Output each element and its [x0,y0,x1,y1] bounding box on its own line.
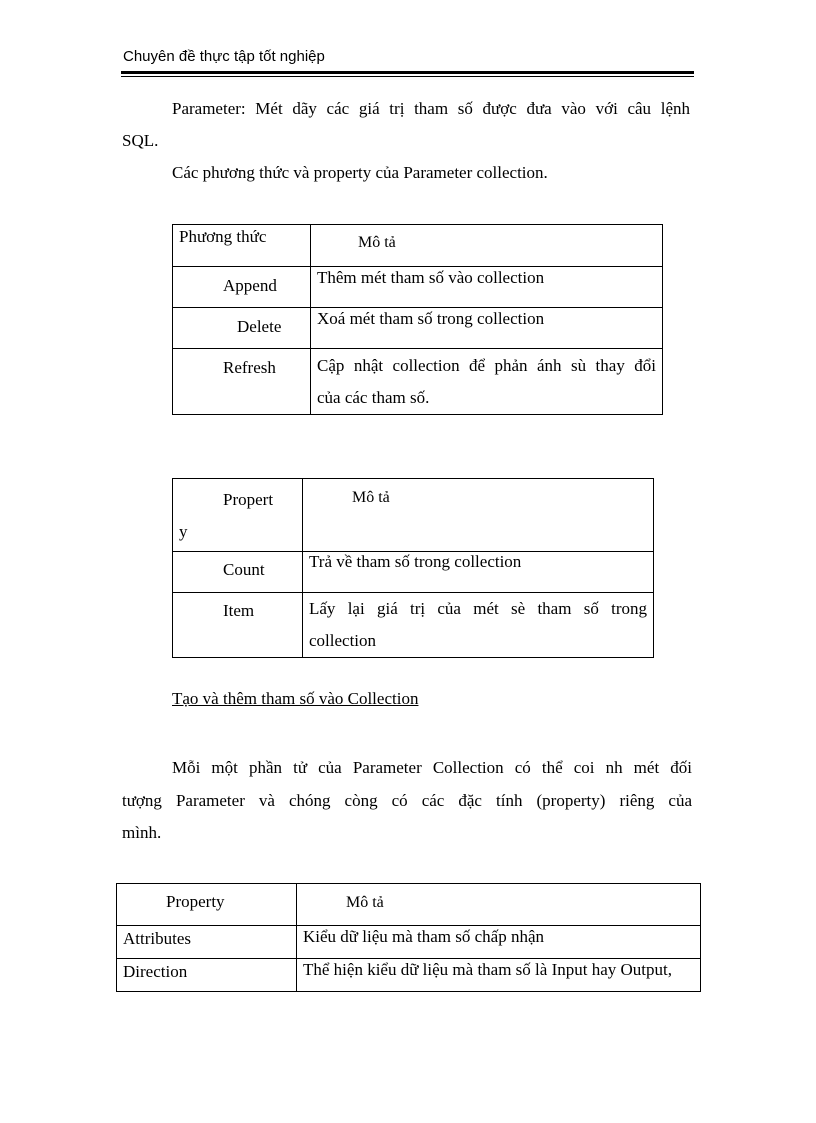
param-desc: Kiểu dữ liệu mà tham số chấp nhận [303,927,545,946]
table-row [173,267,663,308]
property-name: Item [223,601,255,620]
methods-header-name: Phương thức [179,227,267,246]
method-desc: Thêm mét tham số vào collection [317,268,545,287]
method-desc-line: của các tham số. [317,388,430,407]
table-cell [173,552,303,593]
table-cell [303,552,654,593]
method-name: Append [223,276,277,295]
table-row [173,552,654,593]
param-header-desc: Mô tả [346,894,384,911]
intro-line-1-text: Parameter: Mét dãy các giá trị tham số được đưa vào với câu lệnh [172,99,690,118]
param-name: Direction [123,962,188,981]
table-header-cell [297,884,701,926]
table-cell [117,926,297,959]
table-row [173,349,663,415]
section-heading: Tạo và thêm tham số vào Collection [172,689,419,708]
intro-line-2: SQL. [122,131,159,150]
property-desc: Trả về tham số trong collection [309,552,522,571]
table-row [173,225,663,267]
table-cell [173,593,303,658]
properties-header-desc: Mô tả [352,489,390,506]
table-cell [173,349,311,415]
intro-line-3: Các phương thức và property của Parameter collection. [172,163,548,182]
param-header-name: Property [166,892,225,911]
table-header-cell [173,479,303,552]
table-row [173,593,654,658]
param-desc: Thể hiện kiểu dữ liệu mà tham số là Input hay Output, [303,960,672,979]
methods-table [172,224,663,415]
table-cell [297,926,701,959]
header-rule-thin [121,76,694,77]
table-cell [311,349,663,415]
paragraph2-line-1 [172,751,692,784]
method-name: Delete [237,317,282,336]
table-cell [173,308,311,349]
method-desc: Xoá mét tham số trong collection [317,309,545,328]
paragraph2-line-2 [122,784,692,817]
table-header-cell [303,479,654,552]
property-name: Count [223,560,265,579]
paragraph2-line-3: mình. [122,823,162,842]
table-header-cell [117,884,297,926]
parameter-properties-table [116,883,701,992]
table-cell [297,959,701,992]
property-desc-line: Lấy lại giá trị của mét sè tham số trong [309,599,647,618]
page-header-title: Chuyên đề thực tập tốt nghiệp [123,48,325,65]
paragraph2-line-1-text: Mỗi một phần tử của Parameter Collection có thể coi nh mét đối [172,758,692,777]
table-cell [311,267,663,308]
methods-header-desc: Mô tả [358,234,396,251]
paragraph2-line-2-text: tượng Parameter và chóng còng có các đặc tính (property) riêng của [122,791,692,810]
intro-line-1 [172,92,690,125]
table-row [173,308,663,349]
table-cell [173,267,311,308]
table-row [173,479,654,552]
table-cell [303,593,654,658]
table-row [117,926,701,959]
table-row [117,884,701,926]
properties-table [172,478,654,658]
table-header-cell [311,225,663,267]
table-header-cell [173,225,311,267]
table-row [117,959,701,992]
table-cell [117,959,297,992]
properties-header-name-part1: Propert [223,490,274,509]
properties-header-name-part2: y [179,522,188,541]
property-desc-line: collection [309,631,377,650]
table-cell [311,308,663,349]
param-name: Attributes [123,929,191,948]
method-desc-line: Cập nhật collection để phản ánh sù thay đổi [317,356,656,375]
method-name: Refresh [223,358,276,377]
header-rule-thick [121,71,694,74]
